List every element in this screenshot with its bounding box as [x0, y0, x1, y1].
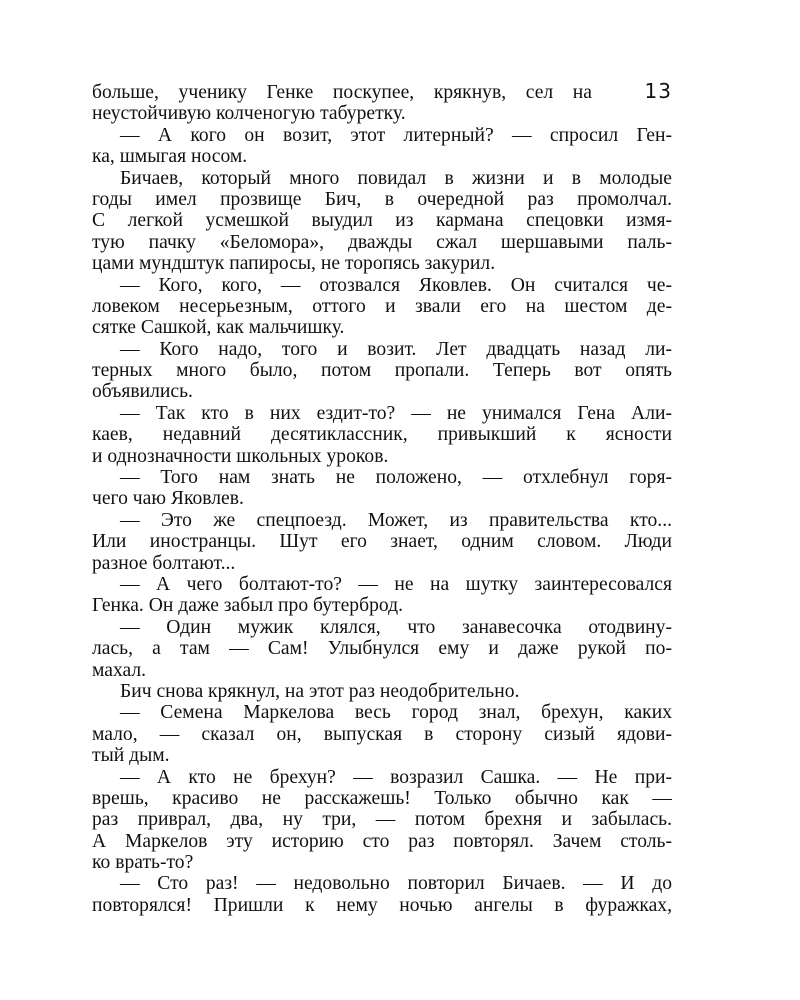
text-line: — Кого, кого, — отозвался Яковлев. Он считался че-	[120, 274, 672, 296]
text-line: ка, шмыгая носом.	[92, 146, 248, 168]
book-page	[92, 79, 672, 922]
text-line: ко врать-то?	[92, 852, 194, 874]
text-line: объявились.	[92, 381, 193, 403]
text-line: С легкой усмешкой выудил из кармана спецовки измя-	[92, 210, 672, 232]
text-line: Бич снова крякнул, на этот раз неодобрительно.	[120, 680, 520, 702]
text-line: сятке Сашкой, как мальчишку.	[92, 317, 345, 339]
text-line: тую пачку «Беломора», дважды сжал шершавыми паль-	[92, 231, 672, 253]
text-line: неустойчивую колченогую табуретку.	[92, 103, 406, 125]
text-line: мало, — сказал он, выпуская в сторону сизый ядови-	[92, 723, 672, 745]
text-line: больше, ученику Генке поскупее, крякнув, сел на	[92, 82, 592, 103]
text-line: тый дым.	[92, 745, 170, 767]
text-line: — Того нам знать не положено, — отхлебнул горя-	[120, 467, 672, 489]
text-line: махал.	[92, 659, 147, 681]
text-line: — А кого он возит, этот литерный? — спросил Ген-	[120, 124, 672, 146]
page-body-text	[92, 79, 672, 916]
text-line: лась, а там — Сам! Улыбнулся ему и даже рукой по-	[92, 638, 672, 660]
text-line: — А кто не брехун? — возразил Сашка. — Не при-	[120, 766, 672, 788]
text-line: — Сто раз! — недовольно повторил Бичаев. — И до	[120, 873, 672, 895]
text-line: — Это же спецпоезд. Может, из правительства кто...	[120, 509, 672, 531]
text-line: повторялся! Пришли к нему ночью ангелы в фуражках,	[92, 894, 672, 916]
page-number: 13	[644, 79, 672, 103]
text-line: чего чаю Яковлев.	[92, 488, 244, 510]
text-line: Генка. Он даже забыл про бутерброд.	[92, 595, 403, 617]
text-line: — А чего болтают-то? — не на шутку заинтересовался	[120, 573, 672, 595]
text-line: — Так кто в них ездит-то? — не унимался Гена Али-	[120, 402, 672, 424]
text-line: Бичаев, который много повидал в жизни и в молодые	[120, 167, 672, 189]
text-line: и однозначности школьных уроков.	[92, 445, 389, 467]
text-line: каев, недавний десятиклассник, привыкший к ясности	[92, 424, 672, 446]
text-line: цами мундштук папиросы, не торопясь закурил.	[92, 253, 496, 275]
text-line: разное болтают...	[92, 552, 236, 574]
text-line: Или иностранцы. Шут его знает, одним словом. Люди	[92, 531, 672, 553]
text-line: — Кого надо, того и возит. Лет двадцать назад ли-	[120, 338, 672, 360]
text-line: ловеком несерьезным, оттого и звали его на шестом де-	[92, 295, 672, 317]
text-line: терных много было, потом пропали. Теперь вот опять	[92, 360, 672, 382]
text-line: — Один мужик клялся, что занавесочка отодвину-	[120, 616, 672, 638]
text-line: врешь, красиво не расскажешь! Только обычно как —	[92, 787, 672, 809]
text-line: раз приврал, два, ну три, — потом брехня и забылась.	[92, 809, 672, 831]
text-line: — Семена Маркелова весь город знал, брехун, каких	[120, 702, 672, 724]
text-line: А Маркелов эту историю сто раз повторял. Зачем столь-	[92, 830, 672, 852]
text-line: годы имел прозвище Бич, в очередной раз промолчал.	[92, 188, 672, 210]
